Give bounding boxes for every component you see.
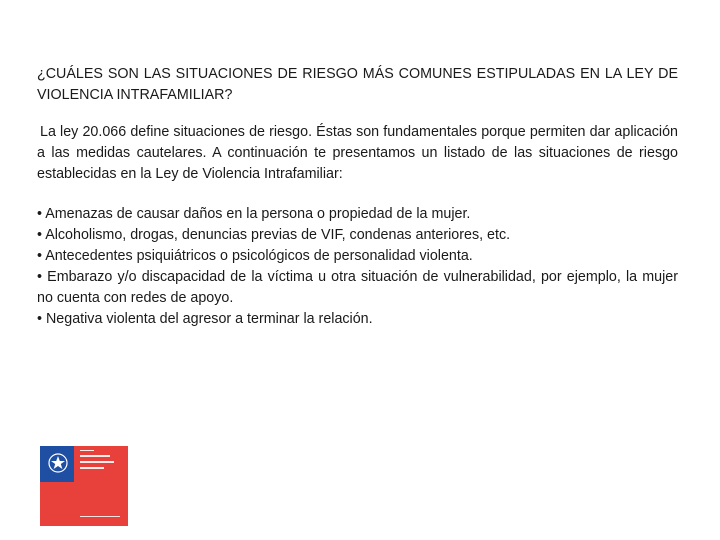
list-item: • Embarazo y/o discapacidad de la víctima u otra situación de vulnerabilidad, por ejemplo, la mujer no cuenta con redes de apoyo. bbox=[37, 269, 678, 306]
government-emblem-icon bbox=[47, 452, 69, 474]
logo-footer-line bbox=[80, 516, 120, 517]
risk-list bbox=[37, 204, 678, 330]
slide-heading: ¿CUÁLES SON LAS SITUACIONES DE RIESGO MÁS COMUNES ESTIPULADAS EN LA LEY DE VIOLENCIA INTRAFAMILIAR? bbox=[37, 66, 678, 103]
logo-wordmark bbox=[80, 450, 124, 473]
list-item: • Amenazas de causar daños en la persona o propiedad de la mujer. bbox=[37, 206, 471, 222]
list-item: • Antecedentes psiquiátricos o psicológicos de personalidad violenta. bbox=[37, 248, 473, 264]
intro-paragraph: La ley 20.066 define situaciones de riesgo. Éstas son fundamentales porque permiten dar aplicación a las medidas cautelares. A continuación te presentamos un listado de las situaciones de riesgo establecidas en la Ley de Violencia Intrafamiliar: bbox=[37, 124, 678, 182]
slide-content bbox=[37, 64, 678, 330]
list-item: • Alcoholismo, drogas, denuncias previas de VIF, condenas anteriores, etc. bbox=[37, 227, 511, 243]
government-logo bbox=[40, 446, 128, 526]
list-item: • Negativa violenta del agresor a terminar la relación. bbox=[37, 311, 373, 327]
logo-red-block-bottom bbox=[40, 482, 128, 526]
